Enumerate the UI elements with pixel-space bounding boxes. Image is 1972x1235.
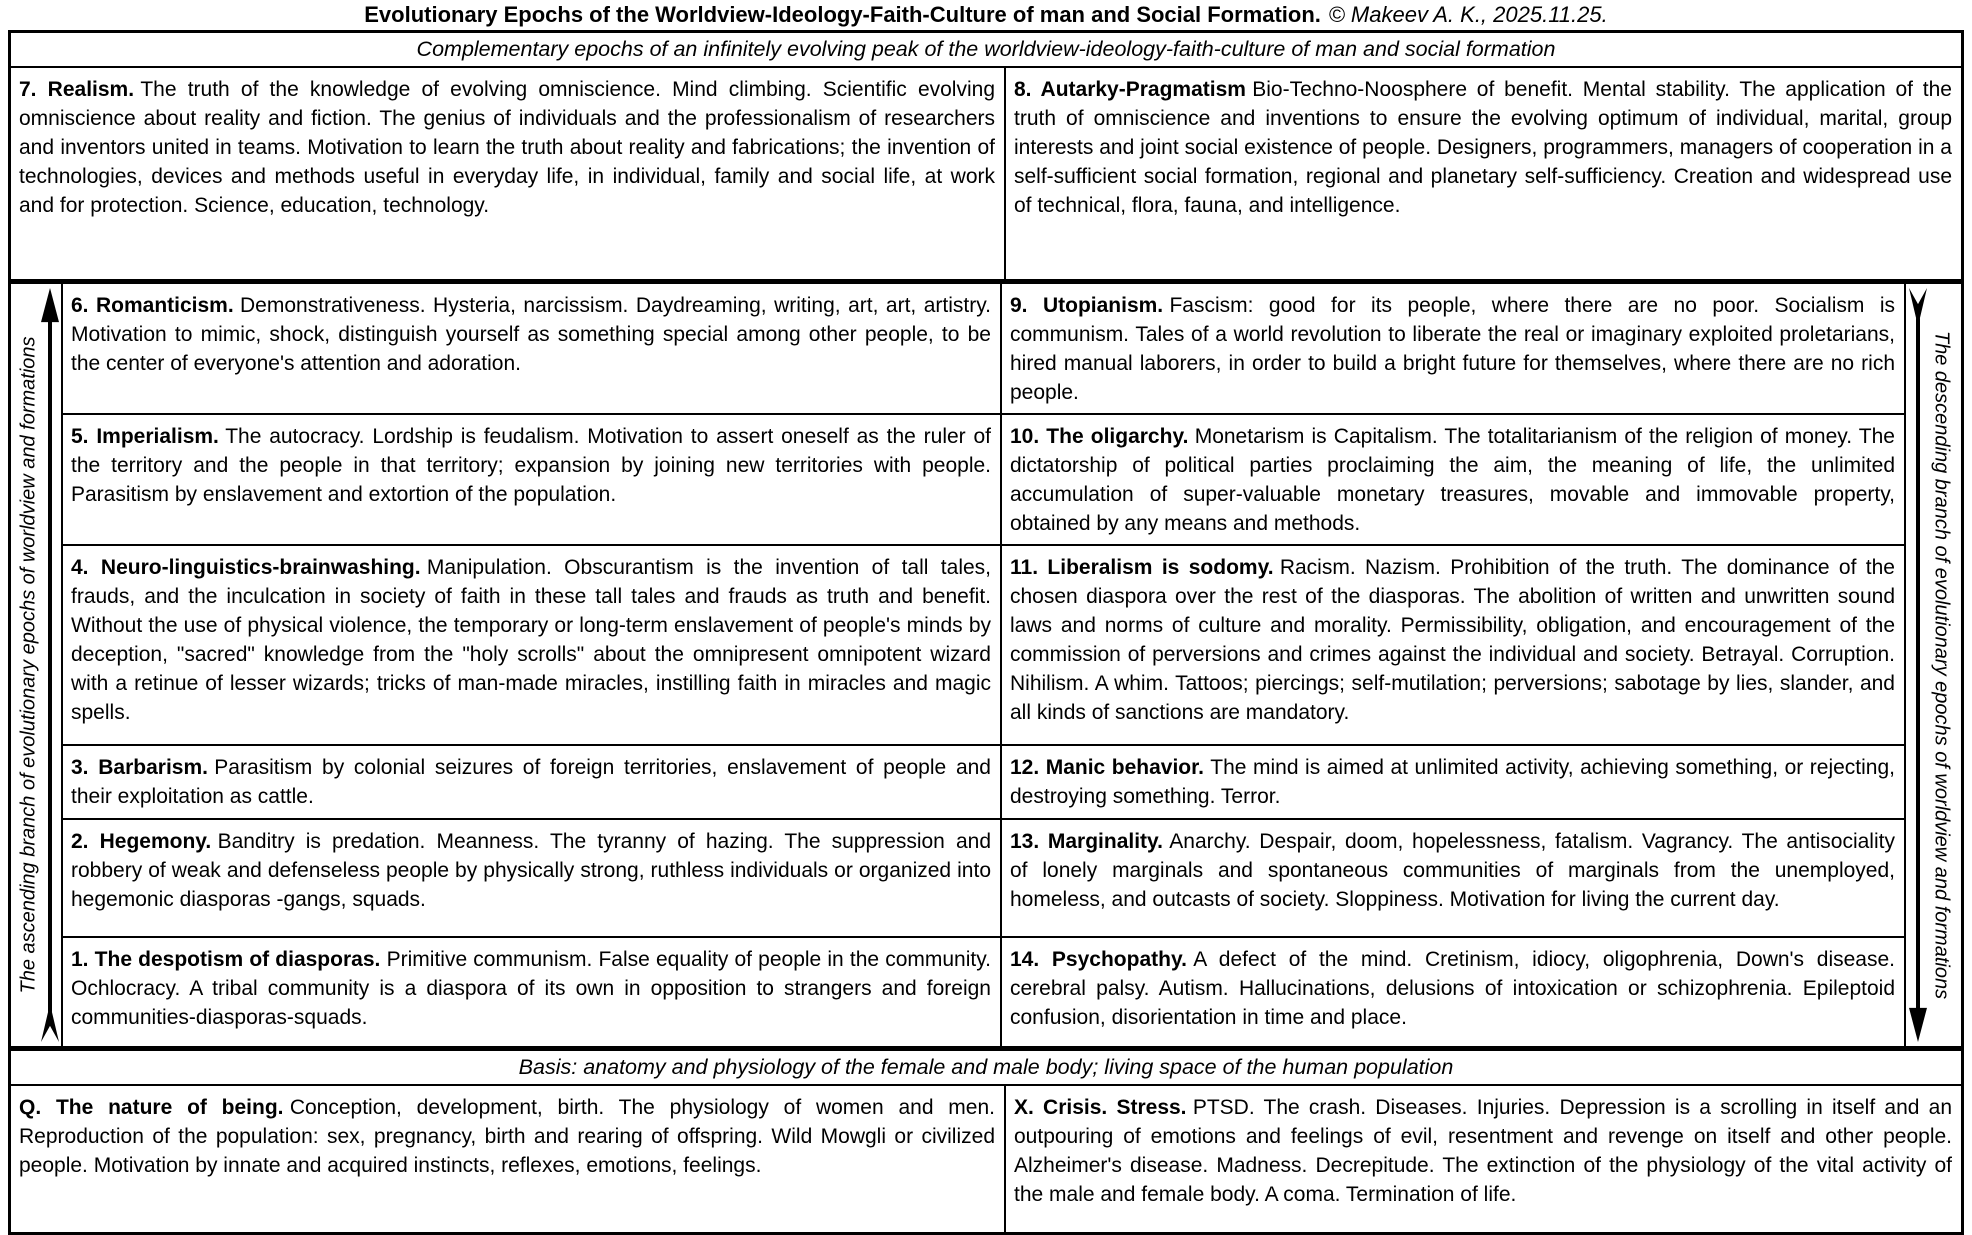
cell-body: Anarchy. Despair, doom, hopelessness, fatalism. Vagrancy. The antisociality of lonely marginals and spontaneous communities of marginals from the unemployed, homeless, and outcasts of society. Sloppiness. Motivation for living the current day. — [1010, 830, 1895, 911]
cell-epoch-9-utopianism — [1002, 284, 1904, 415]
cell-heading: 10. The oligarchy. — [1010, 425, 1189, 448]
cell-body: Bio-Techno-Noosphere of benefit. Mental stability. The application of the truth of omniscience and inventions to ensure the evolving optimum of individual, marital, group interests and joint social existence of people. Designers, programmers, managers of cooperation in a self-sufficient social formation, regional and planetary self-sufficiency. Creation and widespread use of technical, flora, fauna, and intelligence. — [1014, 78, 1952, 217]
cell-body: Parasitism by colonial seizures of foreign territories, enslavement of people and their exploitation as cattle. — [71, 756, 991, 808]
branches-section — [11, 284, 1961, 1046]
cell-epoch-13-marginality — [1002, 820, 1904, 938]
cell-epoch-10-oligarchy — [1002, 415, 1904, 546]
cell-heading: 8. Autarky-Pragmatism — [1014, 78, 1246, 101]
cell-body: Demonstrativeness. Hysteria, narcissism. Daydreaming, writing, art, art, artistry. Motivation to mimic, shock, distinguish yourself as something special among other people, to be the center of everyone's attention and adoration. — [71, 294, 991, 375]
document-title — [0, 0, 1972, 30]
descending-arrow-icon — [1908, 288, 1928, 1042]
complementary-epochs-section — [11, 33, 1961, 279]
bottom-row — [11, 1086, 1961, 1232]
cell-epoch-5-imperialism — [63, 415, 1002, 546]
cell-body: Fascism: good for its people, where there are no poor. Socialism is communism. Tales of a world revolution to liberate the real or imaginary exploited proletarians, hired manual laborers, in order to build a bright future for themselves, where there are no rich people. — [1010, 294, 1895, 404]
cell-epoch-11-liberalism — [1002, 546, 1904, 746]
basis-section — [11, 1051, 1961, 1232]
title-text: Evolutionary Epochs of the Worldview-Ideology-Faith-Culture of man and Social Formation. — [364, 2, 1321, 27]
cell-heading: 6. Romanticism. — [71, 294, 234, 317]
cell-epoch-7-realism — [11, 68, 1006, 279]
cell-body: The autocracy. Lordship is feudalism. Motivation to assert oneself as the ruler of the territory and the people in that territory; expansion by joining new territories with people. Parasitism by enslavement and extortion of the population. — [71, 425, 991, 506]
basis-header: Basis: anatomy and physiology of the female and male body; living space of the human population — [11, 1051, 1961, 1086]
cell-heading: 9. Utopianism. — [1010, 294, 1164, 317]
cell-epoch-12-manic-behavior — [1002, 746, 1904, 820]
cell-body: PTSD. The crash. Diseases. Injuries. Depression is a scrolling in itself and an outpouring of emotions and feelings of evil, resentment and revenge on itself and other people. Alzheimer's disease. Madness. Decrepitude. The extinction of the physiology of the vital activity of the male and female body. A coma. Termination of life. — [1014, 1096, 1953, 1206]
descending-branch-strip — [1904, 284, 1961, 1046]
cell-epoch-4-neuro-linguistics — [63, 546, 1002, 746]
cell-q-nature-of-being — [11, 1086, 1006, 1232]
cell-heading: 13. Marginality. — [1010, 830, 1163, 853]
cell-heading: 1. The despotism of diasporas. — [71, 948, 381, 971]
cell-body: The mind is aimed at unlimited activity, achieving something, or rejecting, destroying something. Terror. — [1010, 756, 1895, 808]
cell-body: Monetarism is Capitalism. The totalitarianism of the religion of money. The dictatorship of political parties proclaiming the aim, the meaning of life, the unlimited accumulation of super-valuable monetary treasures, movable and immovable property, obtained by any means and methods. — [1010, 425, 1895, 535]
descending-branch-label: The descending branch of evolutionary epochs of worldview and formations — [1930, 330, 1953, 1000]
epochs-table — [8, 30, 1964, 1235]
cell-heading: 4. Neuro-linguistics-brainwashing. — [71, 556, 421, 579]
cell-body: A defect of the mind. Cretinism, idiocy, oligophrenia, Down's disease. cerebral palsy. Autism. Hallucinations, delusions of intoxication or schizophrenia. Epileptoid confusion, disorientation in time and place. — [1010, 948, 1895, 1029]
cell-heading: 5. Imperialism. — [71, 425, 219, 448]
cell-epoch-8-autarky-pragmatism — [1006, 68, 1961, 279]
cell-body: Manipulation. Obscurantism is the invention of tall tales, frauds, and the inculcation in society of faith in these tall tales and frauds as truth and benefit. Without the use of physical violence, the temporary or long-term enslavement of people's minds by deception, "sacred" knowledge from the "holy scrolls" about the omnipresent omnipotent wizard with a retinue of lesser wizards; tricks of man-made miracles, instilling faith in miracles and magic spells. — [71, 556, 991, 724]
cell-x-crisis-stress — [1006, 1086, 1961, 1232]
cell-epoch-14-psychopathy — [1002, 938, 1904, 1046]
cell-heading: 7. Realism. — [19, 78, 135, 101]
cell-heading: X. Crisis. Stress. — [1014, 1096, 1187, 1119]
cell-epoch-1-despotism — [63, 938, 1002, 1046]
cell-heading: Q. The nature of being. — [19, 1096, 284, 1119]
title-credit: © Makeev A. K., 2025.11.25. — [1328, 2, 1608, 27]
ascending-branch-strip — [11, 284, 63, 1046]
cell-body: Racism. Nazism. Prohibition of the truth. The dominance of the chosen diaspora over the rest of the diasporas. The abolition of written and unwritten sound laws and norms of culture and morality. Permissibility, obligation, and encouragement of the commission of perversions and crimes against the individual and society. Betrayal. Corruption. Nihilism. A whim. Tattoos; piercings; self-mutilation; perversions; sabotage by lies, slander, and all kinds of sanctions are mandatory. — [1010, 556, 1895, 724]
cell-epoch-3-barbarism — [63, 746, 1002, 820]
cell-heading: 3. Barbarism. — [71, 756, 208, 779]
ascending-branch-label: The ascending branch of evolutionary epochs of worldview and formations — [17, 336, 40, 994]
top-row — [11, 68, 1961, 279]
cell-heading: 11. Liberalism is sodomy. — [1010, 556, 1274, 579]
ascending-arrow-icon — [40, 288, 60, 1042]
cell-heading: 2. Hegemony. — [71, 830, 212, 853]
cell-body: Banditry is predation. Meanness. The tyranny of hazing. The suppression and robbery of weak and defenseless people by physically strong, ruthless individuals or organized into hegemonic diasporas -gangs, squads. — [71, 830, 992, 911]
complementary-epochs-header: Complementary epochs of an infinitely evolving peak of the worldview-ideology-faith-culture of man and social formation — [11, 33, 1961, 68]
cell-epoch-6-romanticism — [63, 284, 1002, 415]
cell-epoch-2-hegemony — [63, 820, 1002, 938]
cell-body: The truth of the knowledge of evolving omniscience. Mind climbing. Scientific evolving omniscience about reality and fiction. The genius of individuals and the professionalism of researchers and inventors united in teams. Motivation to learn the truth about reality and fabrications; the invention of technologies, devices and methods useful in everyday life, in individual, family and social life, at work and for protection. Science, education, technology. — [19, 78, 995, 217]
cell-body: Primitive communism. False equality of people in the community. Ochlocracy. A tribal community is a diaspora of its own in opposition to strangers and foreign communities-diasporas-squads. — [71, 948, 992, 1029]
cell-heading: 14. Psychopathy. — [1010, 948, 1187, 971]
cell-body: Conception, development, birth. The physiology of women and men. Reproduction of the population: sex, pregnancy, birth and rearing of offspring. Wild Mowgli or civilized people. Motivation by innate and acquired instincts, reflexes, emotions, feelings. — [19, 1096, 995, 1177]
cell-heading: 12. Manic behavior. — [1010, 756, 1204, 779]
